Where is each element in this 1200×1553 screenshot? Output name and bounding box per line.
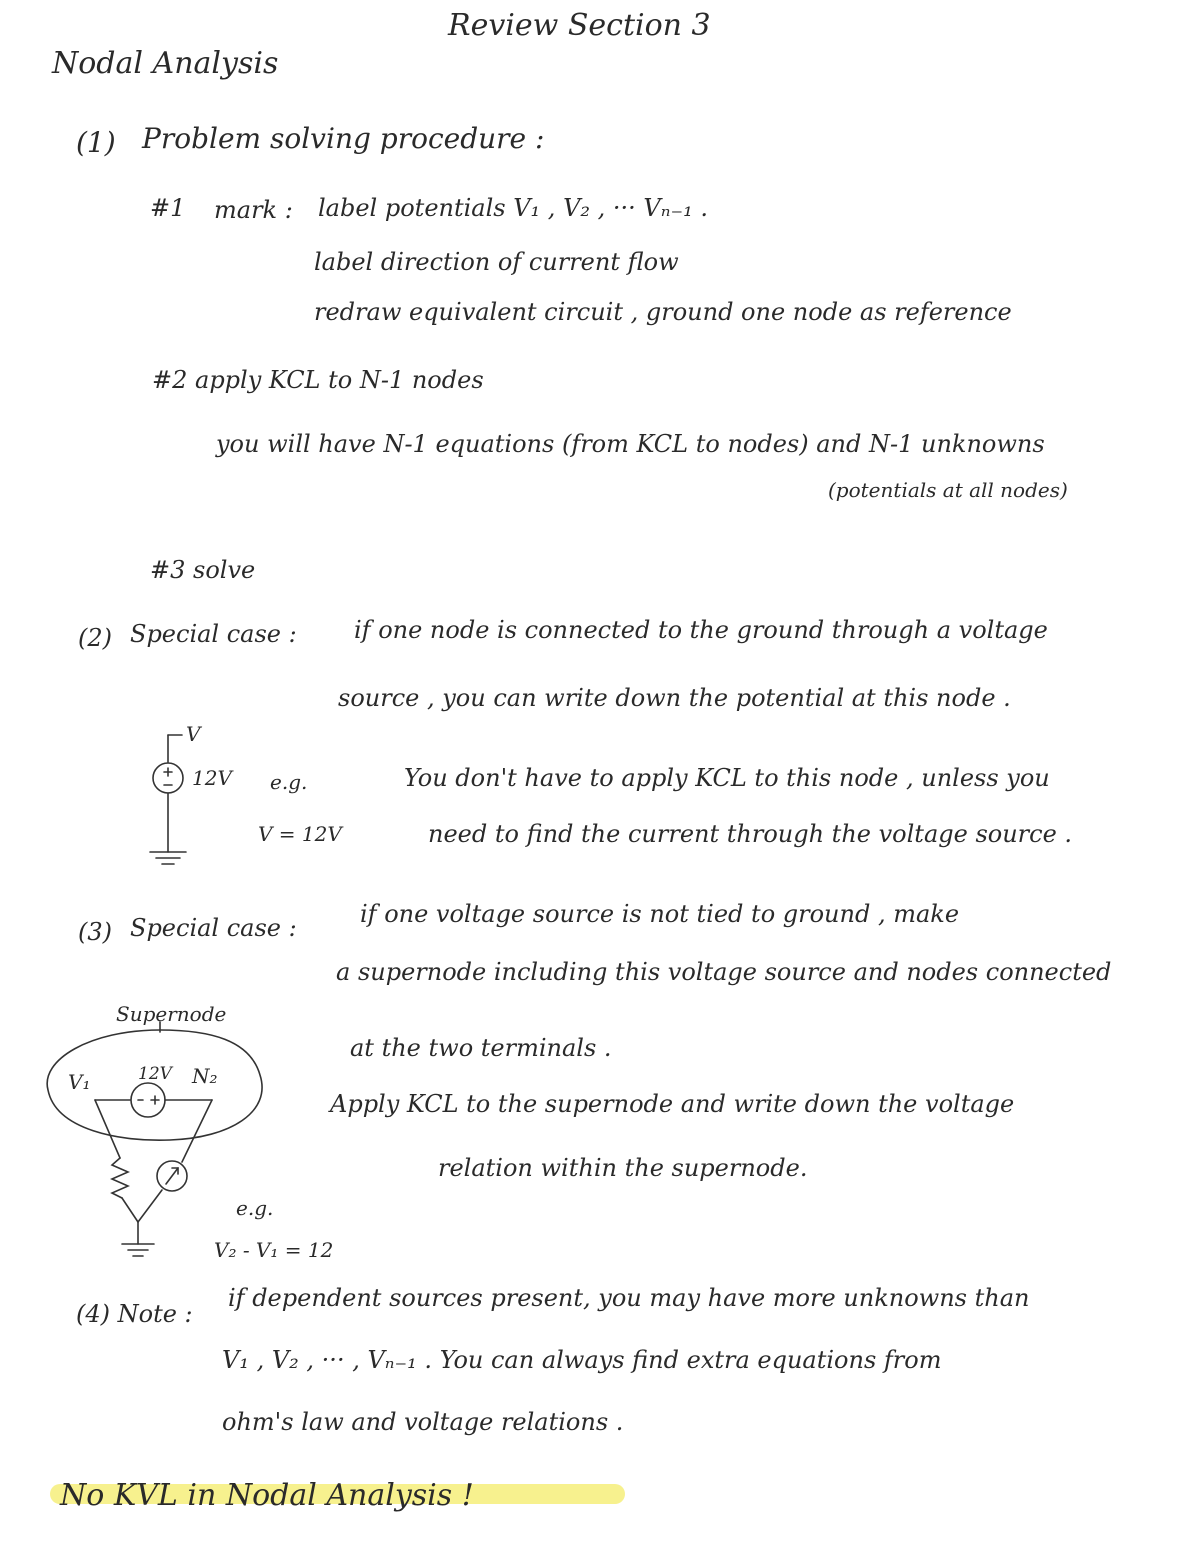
supernode-v2-label: N₂	[192, 1064, 218, 1088]
case2-note1: You don't have to apply KCL to this node , unless you	[404, 764, 1050, 792]
case2-line1: if one node is connected to the ground through a voltage	[354, 616, 1048, 644]
no-kvl-statement: No KVL in Nodal Analysis !	[60, 1478, 474, 1513]
step1-line3: redraw equivalent circuit , ground one node as reference	[314, 298, 1012, 326]
case3-equation: V₂ - V₁ = 12	[214, 1238, 334, 1262]
wire-v2-current-source	[182, 1100, 212, 1162]
case2-heading: Special case :	[130, 620, 297, 648]
note-label: (4) Note :	[76, 1300, 193, 1328]
procedure-heading: Problem solving procedure :	[142, 122, 545, 155]
wire-current-source-ground	[138, 1190, 162, 1222]
supernode-v1-label: V₁	[68, 1070, 91, 1094]
note-line3: ohm's law and voltage relations .	[222, 1408, 624, 1436]
resistor-icon	[112, 1158, 128, 1198]
step1-line1: label potentials V₁ , V₂ , ··· Vₙ₋₁ .	[318, 194, 709, 222]
case3-line2: a supernode including this voltage source and nodes connected	[336, 958, 1112, 986]
case2-note2: need to find the current through the voltage source .	[428, 820, 1073, 848]
page-title: Review Section 3	[448, 8, 711, 43]
case3-line5: relation within the supernode.	[438, 1154, 808, 1182]
supernode-circuit	[47, 1022, 262, 1256]
step3-line: #3 solve	[150, 556, 256, 584]
wire-v1-resistor	[95, 1100, 120, 1158]
case2-eg: e.g.	[270, 770, 308, 794]
case3-label: (3)	[78, 918, 112, 946]
case2-fig-source-label: 12V	[192, 766, 232, 790]
topic-title: Nodal Analysis	[52, 46, 279, 81]
case3-line3: at the two terminals .	[350, 1034, 612, 1062]
case2-equation: V = 12V	[258, 822, 342, 846]
procedure-label: (1)	[76, 126, 116, 159]
step2-line1: #2 apply KCL to N-1 nodes	[152, 366, 484, 394]
step2-line3: (potentials at all nodes)	[828, 478, 1068, 502]
note-line2: V₁ , V₂ , ··· , Vₙ₋₁ . You can always find extra equations from	[222, 1346, 942, 1374]
supernode-label: Supernode	[116, 1002, 227, 1026]
floating-voltage-source-icon	[131, 1083, 165, 1117]
step1-label: mark :	[214, 196, 293, 224]
current-arrow-shaft	[166, 1168, 178, 1184]
step2-line2: you will have N-1 equations (from KCL to nodes) and N-1 unknowns	[216, 430, 1045, 458]
supernode-source-label: 12V	[138, 1064, 172, 1084]
wire-resistor-ground	[122, 1198, 138, 1222]
case3-line1: if one voltage source is not tied to ground , make	[360, 900, 960, 928]
grounded-voltage-source-circuit	[150, 735, 186, 864]
case3-heading: Special case :	[130, 914, 297, 942]
case3-eg: e.g.	[236, 1196, 274, 1220]
case2-fig-v-label: V	[186, 722, 201, 746]
case3-line4: Apply KCL to the supernode and write down the voltage	[330, 1090, 1015, 1118]
step1-number: #1	[150, 194, 186, 222]
step1-line2: label direction of current flow	[314, 248, 679, 276]
case2-label: (2)	[78, 624, 112, 652]
note-line1: if dependent sources present, you may have more unknowns than	[228, 1284, 1030, 1312]
case2-line2: source , you can write down the potential at this node .	[338, 684, 1011, 712]
